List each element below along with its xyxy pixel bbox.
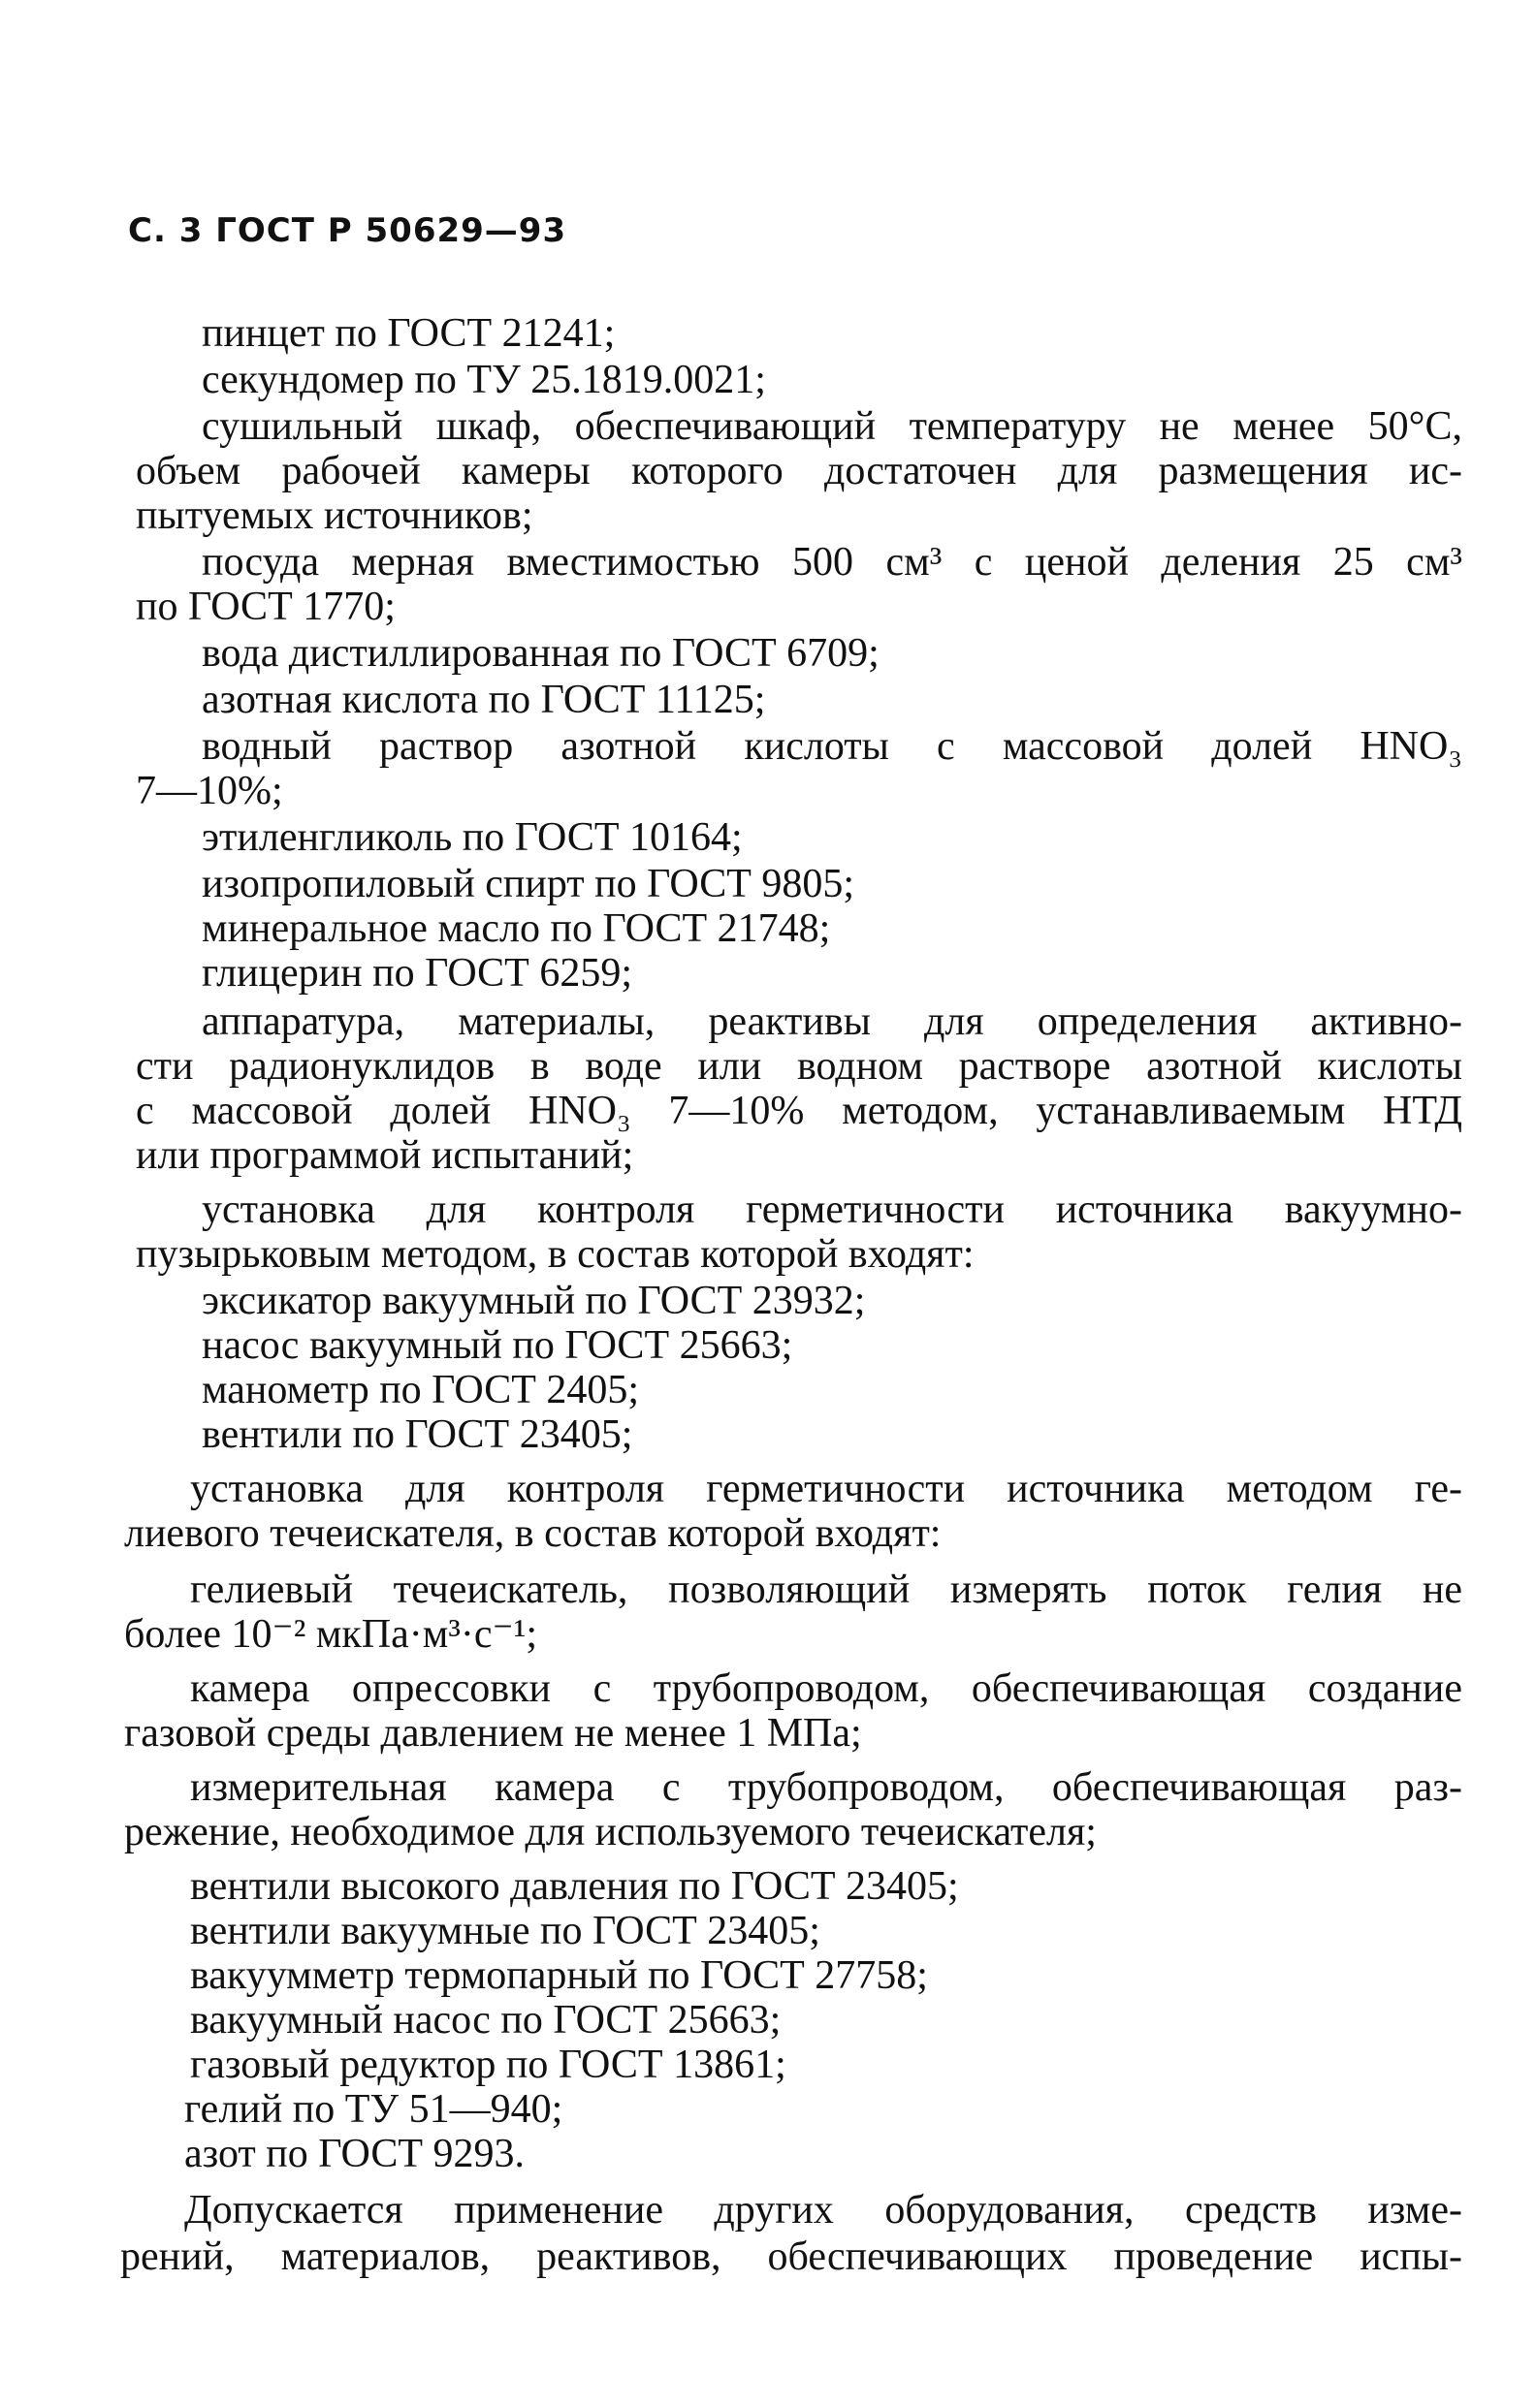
text-line: аппаратура, материалы, реактивы для определения активно- <box>202 999 1462 1044</box>
text-line: этиленгликоль по ГОСТ 10164; <box>202 815 743 860</box>
text-line: режение, необходимое для используемого течеискателя; <box>124 1810 1097 1854</box>
text-line: гелий по ТУ 51—940; <box>184 2087 563 2132</box>
text-line: сти радионуклидов в воде или водном растворе азотной кислоты <box>136 1044 1462 1089</box>
text-line: посуда мерная вместимостью 500 см³ с ценой деления 25 см³ <box>202 540 1462 585</box>
text-line: 7—10%; <box>136 769 283 813</box>
text-line: пузырьковым методом, в состав которой входят: <box>136 1232 975 1277</box>
text-line: глицерин по ГОСТ 6259; <box>202 951 632 996</box>
page-header: С. 3 ГОСТ Р 50629—93 <box>128 211 567 250</box>
text-line: вентили высокого давления по ГОСТ 23405; <box>190 1864 959 1909</box>
text-line: газовой среды давлением не менее 1 МПа; <box>124 1711 862 1756</box>
text-line: Допускается применение других оборудования, средств изме- <box>184 2188 1462 2233</box>
text-line: вентили по ГОСТ 23405; <box>202 1412 633 1457</box>
text-line: азот по ГОСТ 9293. <box>184 2132 526 2176</box>
text-line: лиевого течеискателя, в состав которой входят: <box>124 1511 942 1556</box>
text-line: сушильный шкаф, обеспечивающий температуру не менее 50°С, <box>202 404 1462 449</box>
text-line: вакуумметр термопарный по ГОСТ 27758; <box>190 1953 928 1998</box>
text-line: установка для контроля герметичности источника методом ге- <box>190 1467 1462 1511</box>
text-line: или программой испытаний; <box>136 1133 634 1178</box>
text-line: гелиевый течеискатель, позволяющий измерять поток гелия не <box>190 1568 1462 1612</box>
text-line: камера опрессовки с трубопроводом, обеспечивающая создание <box>190 1666 1462 1711</box>
text-line: вода дистиллированная по ГОСТ 6709; <box>202 631 880 676</box>
text-line: с массовой долей HNO₃ 7—10% методом, устанавливаемым НТД <box>136 1089 1462 1133</box>
text-line: пинцет по ГОСТ 21241; <box>202 311 616 356</box>
text-line: вентили вакуумные по ГОСТ 23405; <box>190 1909 820 1953</box>
text-line: манометр по ГОСТ 2405; <box>202 1368 640 1412</box>
text-line: объем рабочей камеры которого достаточен для размещения ис- <box>136 449 1462 493</box>
text-line: газовый редуктор по ГОСТ 13861; <box>190 2043 786 2087</box>
text-line: пытуемых источников; <box>136 493 533 538</box>
text-line: вакуумный насос по ГОСТ 25663; <box>190 1998 782 2043</box>
text-line: изопропиловый спирт по ГОСТ 9805; <box>202 862 855 906</box>
text-line: азотная кислота по ГОСТ 11125; <box>202 678 766 722</box>
text-line: по ГОСТ 1770; <box>136 585 396 629</box>
text-line: более 10⁻² мкПа·м³·с⁻¹; <box>124 1612 537 1657</box>
text-line: насос вакуумный по ГОСТ 25663; <box>202 1323 793 1368</box>
text-line: минеральное масло по ГОСТ 21748; <box>202 906 831 951</box>
text-line: водный раствор азотной кислоты с массовой долей HNO₃ <box>202 724 1462 769</box>
text-line: установка для контроля герметичности источника вакуумно- <box>202 1188 1462 1232</box>
text-line: эксикатор вакуумный по ГОСТ 23932; <box>202 1279 866 1323</box>
text-line: измерительная камера с трубопроводом, обеспечивающая раз- <box>190 1765 1462 1810</box>
text-line: секундомер по ТУ 25.1819.0021; <box>202 358 766 402</box>
text-line: рений, материалов, реактивов, обеспечивающих проведение испы- <box>120 2234 1462 2279</box>
